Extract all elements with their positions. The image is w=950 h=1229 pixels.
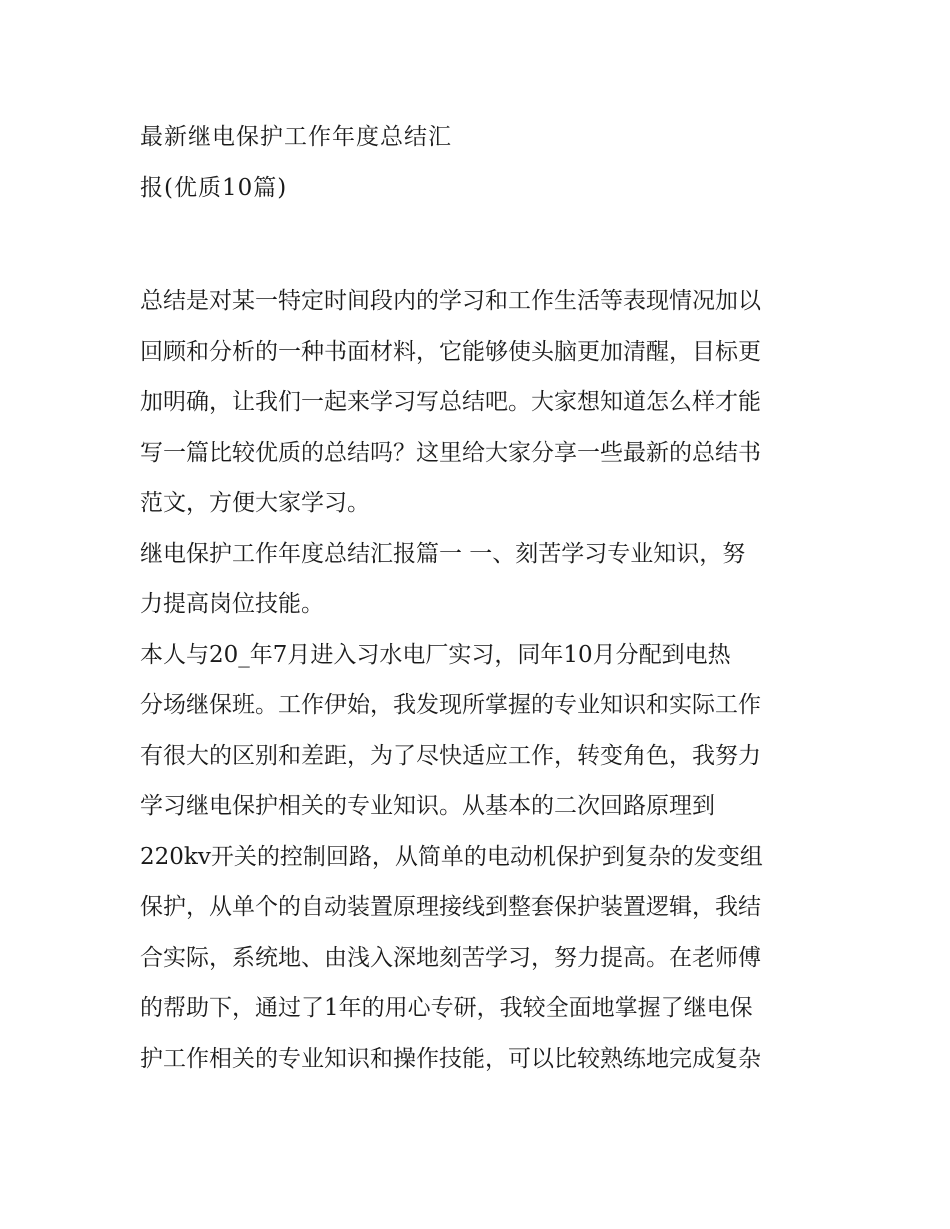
title-line-1: 最新继电保护工作年度总结汇 [140,124,452,150]
body-line: 保护，从单个的自动装置原理接线到整套保护装置逻辑，我结 [140,894,761,920]
body-line: 的帮助下，通过了1年的用心专研，我较全面地掌握了继电保 [140,995,753,1021]
body-line: 写一篇比较优质的总结吗？这里给大家分享一些最新的总结书 [140,439,761,466]
body-line: 护工作相关的专业知识和操作技能，可以比较熟练地完成复杂 [140,1045,761,1072]
body-line: 合实际，系统地、由浅入深地刻苦学习，努力提高。在老师傅 [140,944,761,971]
body-line: 范文，方便大家学习。 [140,490,370,516]
body-line: 加明确，让我们一起来学习写总结吧。大家想知道怎么样才能 [140,389,761,415]
body-line: 分场继保班。工作伊始，我发现所掌握的专业知识和实际工作 [140,692,761,718]
document-body [140,276,830,1084]
body-line: 回顾和分析的一种书面材料，它能够使头脑更加清醒，目标更 [140,338,761,365]
body-line: 本人与20_年7月进入习水电厂实习，同年10月分配到电热 [140,641,731,668]
body-line: 220kv开关的控制回路，从简单的电动机保护到复杂的发变组 [140,843,763,870]
document-title [140,112,820,213]
body-line: 继电保护工作年度总结汇报篇一 一、刻苦学习专业知识，努 [140,540,746,567]
title-line-2: 报(优质10篇) [140,174,288,201]
body-line: 力提高岗位技能。 [140,591,324,617]
body-line: 有很大的区别和差距，为了尽快适应工作，转变角色，我努力 [140,742,761,769]
body-line: 总结是对某一特定时间段内的学习和工作生活等表现情况加以 [140,288,761,314]
body-line: 学习继电保护相关的专业知识。从基本的二次回路原理到 [140,793,715,819]
